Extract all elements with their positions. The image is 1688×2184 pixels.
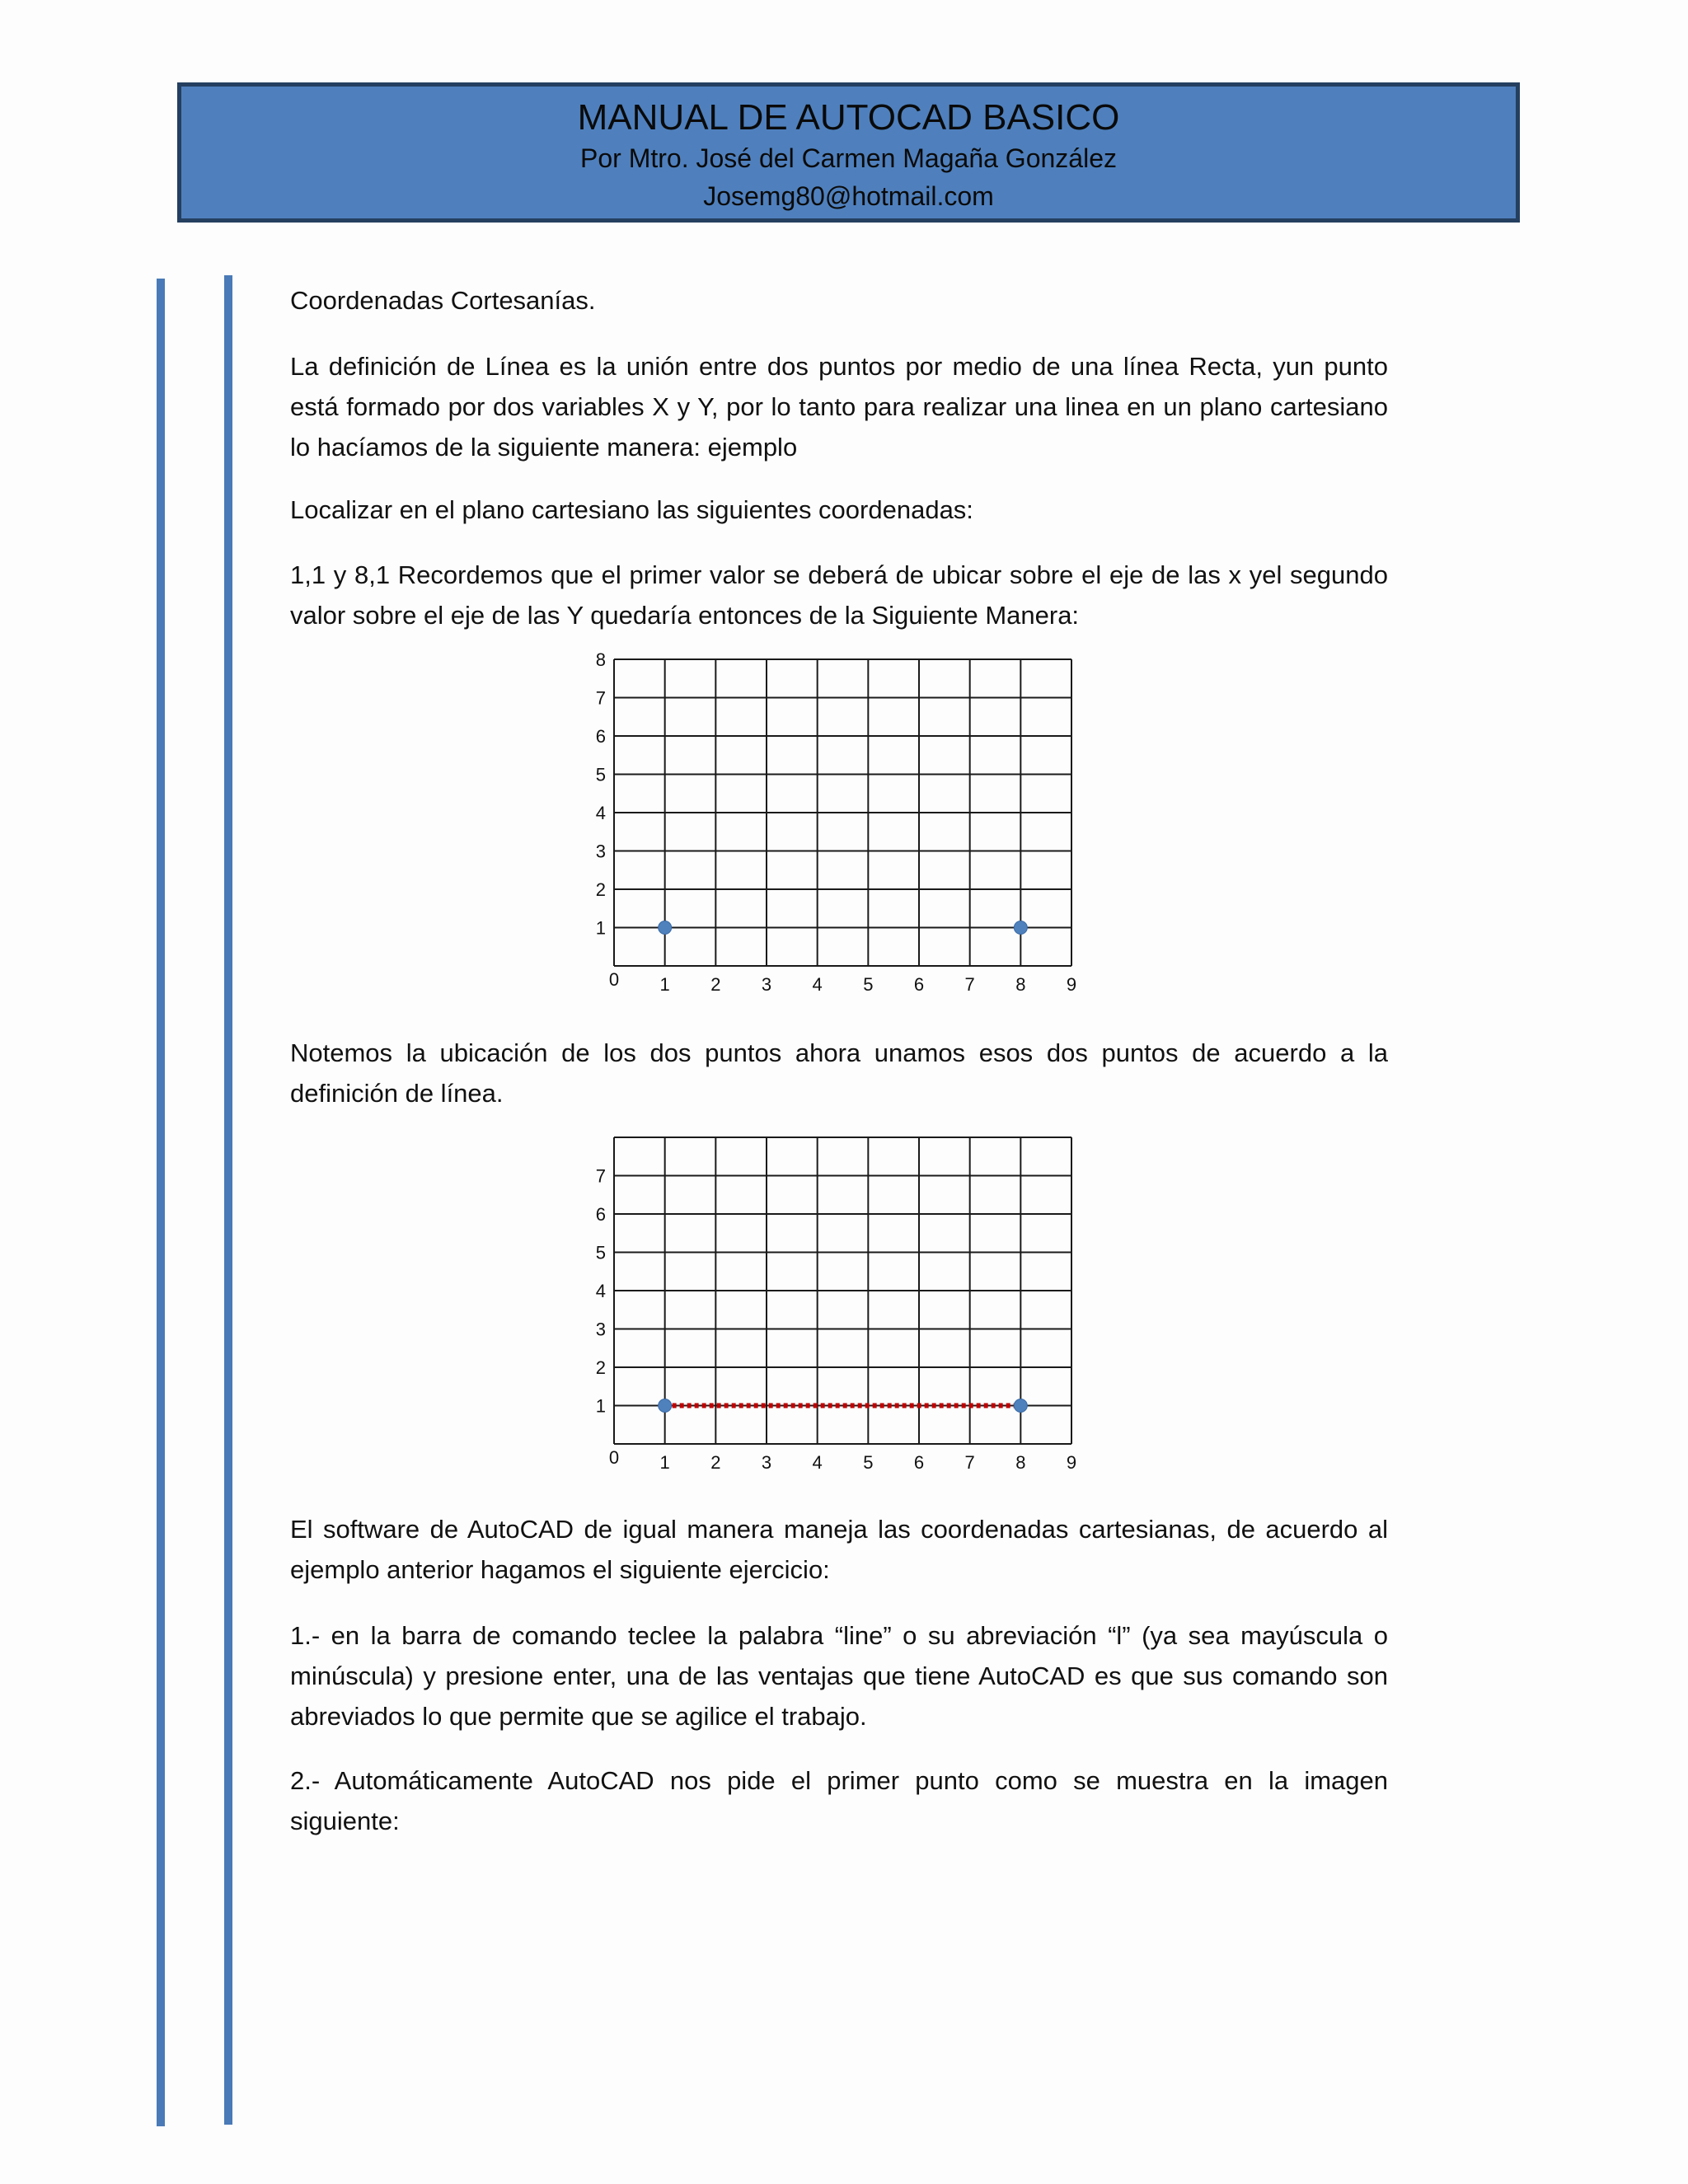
data-point [659,921,672,935]
data-point [1014,921,1027,935]
y-tick-label: 2 [595,1357,606,1378]
data-point [1014,1399,1027,1413]
y-tick-label: 1 [595,1395,606,1417]
x-tick-label: 3 [761,974,772,995]
x-tick-label: 7 [964,1452,975,1473]
x-tick-label: 3 [761,1452,772,1473]
y-tick-label: 1 [595,917,606,939]
left-margin-bar-outer [157,279,165,2126]
x-tick-label: 5 [863,974,874,995]
y-tick-label: 4 [595,1281,606,1301]
x-tick-label: 9 [1066,974,1077,995]
y-tick-label: 7 [595,687,606,709]
x-tick-label: 2 [710,974,721,995]
paragraph-step-2: 2.- Automáticamente AutoCAD nos pide el primer punto como se muestra en la imagen siguiente: [290,1766,1388,1835]
x-tick-label: 9 [1066,1452,1077,1473]
paragraph-step-1: 1.- en la barra de comando teclee la palabra “line” o su abreviación “l” (ya sea mayúscula o minúscula) y presione enter, una de las ventajas que tiene AutoCAD es que sus comando son abreviados lo que permite que se agilice el trabajo. [290,1621,1388,1731]
document-header [177,82,1520,223]
y-tick-label: 3 [595,1319,606,1340]
cartesian-plane-points [577,651,1088,1005]
document-author: Por Mtro. José del Carmen Magaña González [580,143,1117,173]
paragraph-locate: Localizar en el plano cartesiano las siguientes coordenadas: [290,495,973,524]
y-tick-label: 4 [595,803,606,823]
paragraph-join-points: Notemos la ubicación de los dos puntos ahora unamos esos dos puntos de acuerdo a la definición de línea. [290,1038,1388,1108]
x-tick-label: 1 [659,1452,670,1473]
x-tick-label: 0 [608,969,620,990]
document-email: Josemg80@hotmail.com [703,181,994,211]
section-heading: Coordenadas Cortesanías. [290,286,596,315]
data-point [659,1399,672,1413]
paragraph-line-definition: La definición de Línea es la unión entre dos puntos por medio de una línea Recta, yun punto está formado por dos variables X y Y, por lo tanto para realizar una linea en un plano cartesiano lo hacíamos de la siguiente manera: ejemplo [290,352,1388,462]
x-tick-label: 5 [863,1452,874,1473]
x-tick-label: 6 [913,1452,925,1473]
paragraph-autocad-intro: El software de AutoCAD de igual manera maneja las coordenadas cartesianas, de acuerdo al ejemplo anterior hagamos el siguiente ejercicio: [290,1515,1388,1584]
x-tick-label: 0 [608,1447,620,1468]
x-tick-label: 6 [913,974,925,995]
left-margin-bar-inner [224,275,232,2125]
y-tick-label: 6 [595,1204,606,1225]
y-tick-label: 5 [595,764,606,785]
x-tick-label: 2 [710,1452,721,1473]
y-tick-label: 3 [595,841,606,862]
x-tick-label: 7 [964,974,975,995]
cartesian-plane-line [577,1129,1088,1483]
paragraph-coordinates: 1,1 y 8,1 Recordemos que el primer valor se deberá de ubicar sobre el eje de las x yel segundo valor sobre el eje de las Y quedaría entonces de la Siguiente Manera: [290,560,1388,630]
x-tick-label: 1 [659,974,670,995]
document-title: MANUAL DE AUTOCAD BASICO [577,97,1120,138]
y-tick-label: 7 [595,1165,606,1187]
y-tick-label: 5 [595,1242,606,1263]
x-tick-label: 8 [1015,974,1026,995]
x-tick-label: 4 [812,974,823,995]
x-tick-label: 4 [812,1452,823,1473]
y-tick-label: 8 [595,649,606,670]
y-tick-label: 6 [595,726,606,747]
x-tick-label: 8 [1015,1452,1026,1473]
y-tick-label: 2 [595,879,606,900]
